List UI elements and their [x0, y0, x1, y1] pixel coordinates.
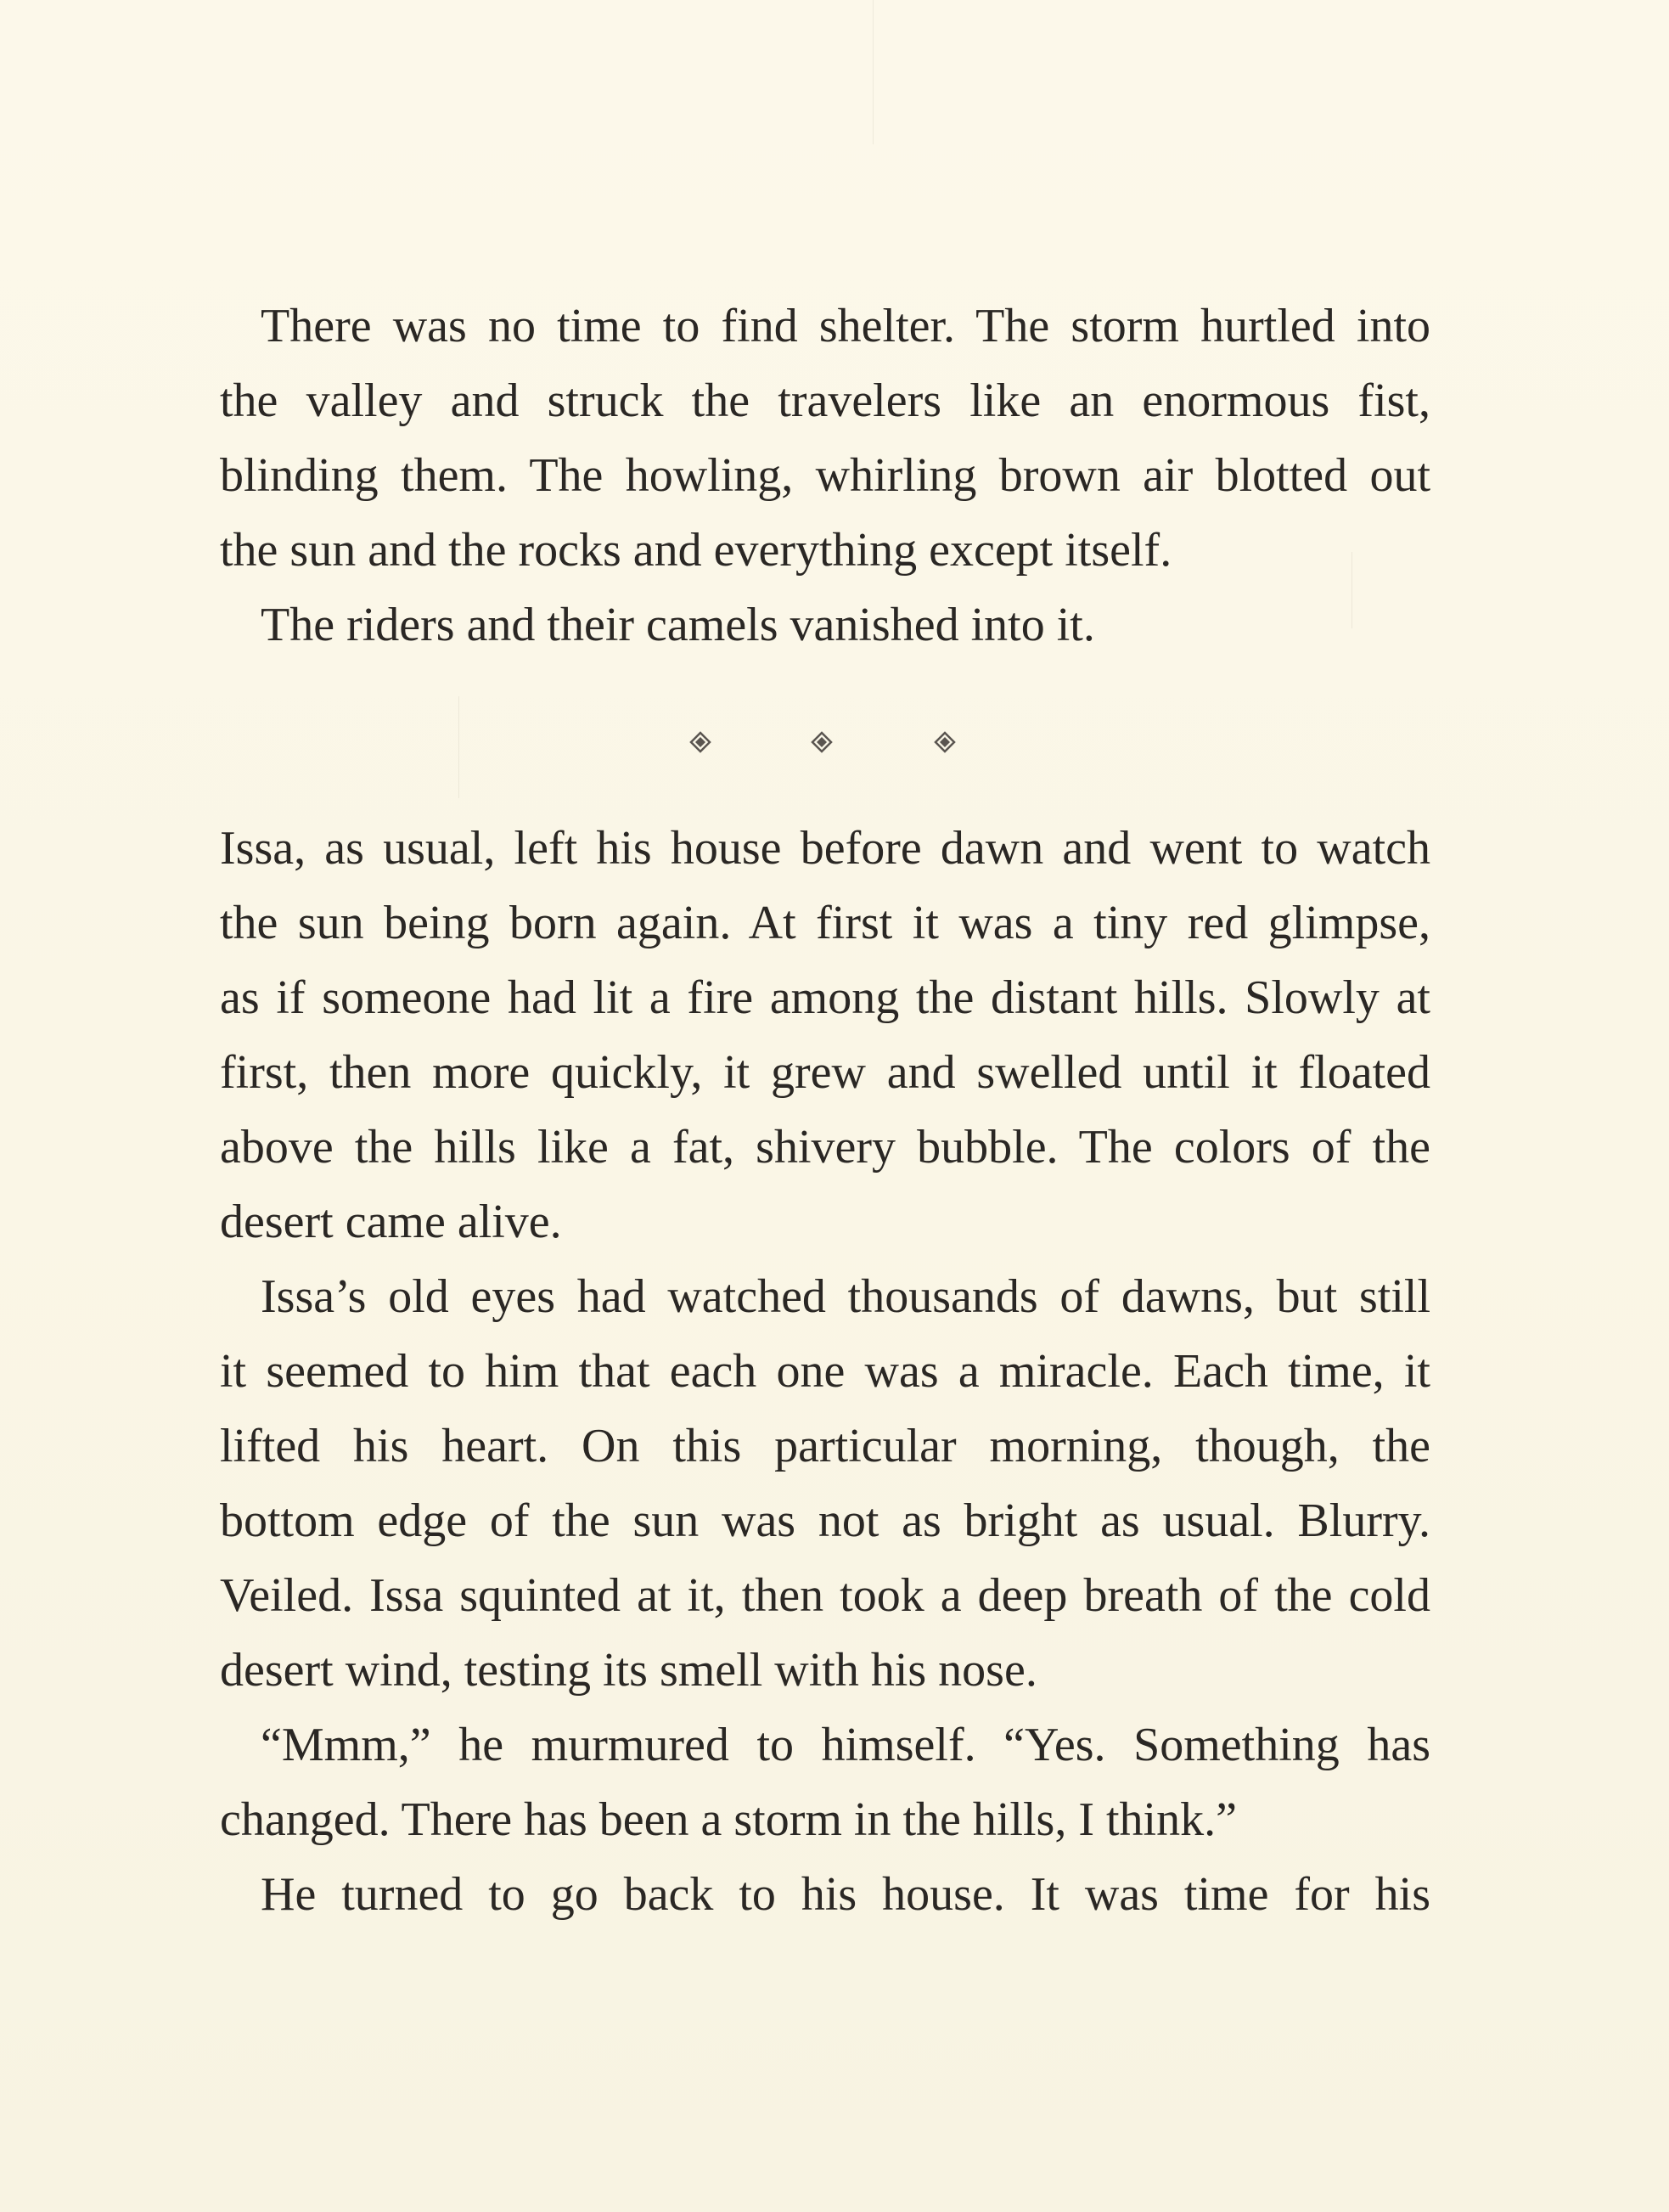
- text-line: lifted his heart. On this particular morning, though, the: [220, 1420, 1430, 1472]
- diamond-ornament-icon: [934, 731, 956, 753]
- text-line: Issa, as usual, left his house before dawn and went to watch: [220, 822, 1430, 875]
- text-line: blinding them. The howling, whirling brown air blotted out: [220, 449, 1430, 502]
- section-break: [0, 724, 1669, 758]
- diamond-ornament-icon: [811, 731, 833, 753]
- text-line: changed. There has been a storm in the hills, I think.”: [220, 1793, 1237, 1846]
- text-line: He turned to go back to his house. It was time for his: [261, 1868, 1430, 1921]
- passage-storm: [220, 289, 1430, 662]
- paper-crease: [873, 0, 874, 144]
- text-line: the sun being born again. At first it was a tiny red glimpse,: [220, 897, 1430, 949]
- text-line: above the hills like a fat, shivery bubble. The colors of the: [220, 1121, 1430, 1174]
- text-line: the valley and struck the travelers like an enormous fist,: [220, 374, 1430, 427]
- text-line: first, then more quickly, it grew and swelled until it floated: [220, 1046, 1430, 1099]
- text-line: The riders and their camels vanished into it.: [261, 599, 1095, 651]
- text-line: There was no time to find shelter. The storm hurtled into: [261, 300, 1430, 352]
- text-line: as if someone had lit a fire among the distant hills. Slowly at: [220, 971, 1430, 1024]
- text-line: desert came alive.: [220, 1196, 562, 1248]
- text-line: “Mmm,” he murmured to himself. “Yes. Something has: [261, 1719, 1430, 1771]
- diamond-ornament-icon: [689, 731, 711, 753]
- text-line: Issa’s old eyes had watched thousands of dawns, but still: [261, 1270, 1430, 1323]
- text-line: the sun and the rocks and everything except itself.: [220, 524, 1172, 577]
- text-line: desert wind, testing its smell with his nose.: [220, 1644, 1037, 1697]
- text-line: bottom edge of the sun was not as bright as usual. Blurry.: [220, 1494, 1430, 1547]
- passage-issa: [220, 811, 1430, 1932]
- text-line: Veiled. Issa squinted at it, then took a deep breath of the cold: [220, 1569, 1430, 1622]
- text-line: it seemed to him that each one was a miracle. Each time, it: [220, 1345, 1430, 1398]
